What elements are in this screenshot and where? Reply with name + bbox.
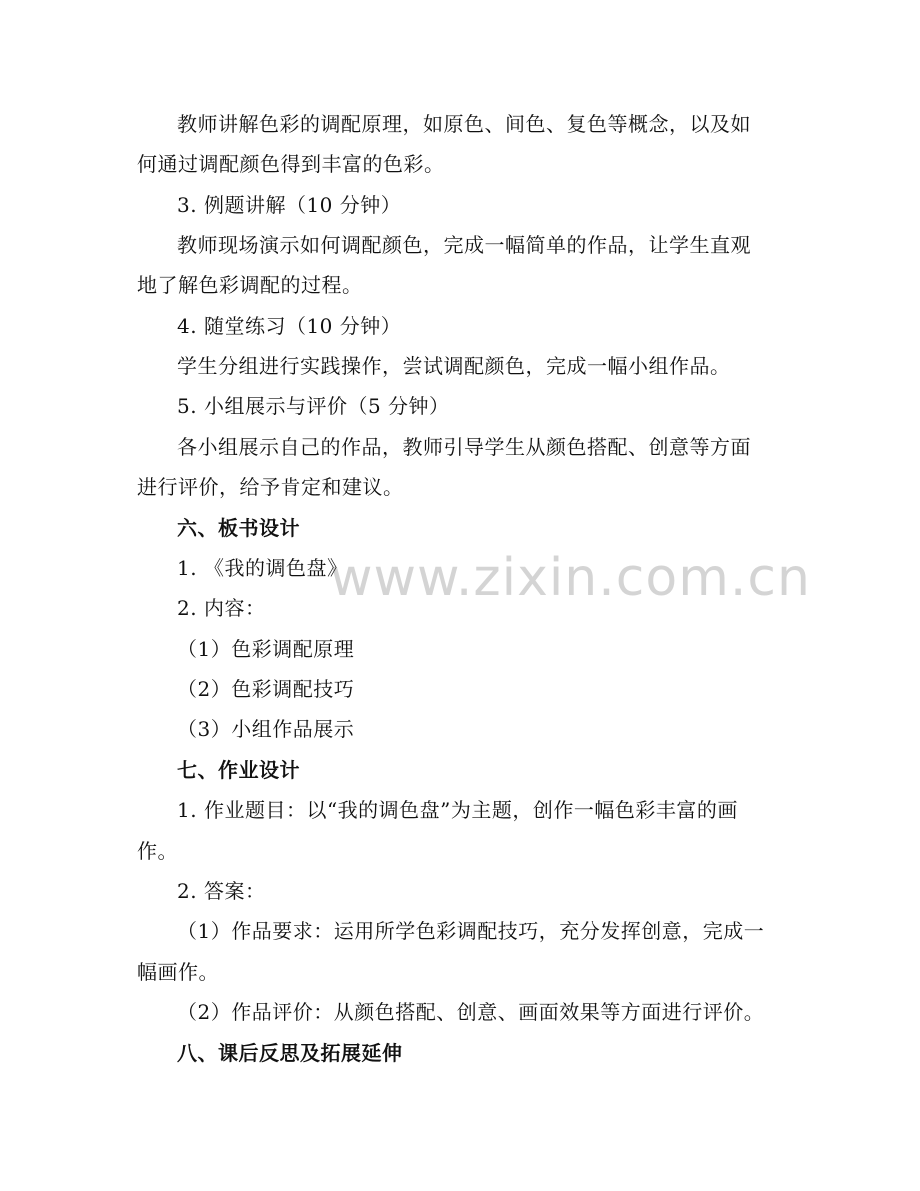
- paragraph-line: 进行评价，给予肯定和建议。: [137, 475, 404, 499]
- section-item-heading: 4. 随堂练习（10 分钟）: [177, 314, 402, 338]
- paragraph-line: 1. 作业题目：以“我的调色盘”为主题，创作一幅色彩丰富的画: [177, 798, 738, 822]
- paragraph-line: （2）作品评价：从颜色搭配、创意、画面效果等方面进行评价。: [177, 1000, 765, 1024]
- list-item: （2）色彩调配技巧: [177, 677, 355, 701]
- list-item: （3）小组作品展示: [177, 717, 355, 741]
- section-heading: 七、作业设计: [177, 758, 300, 782]
- section-item-heading: 5. 小组展示与评价（5 分钟）: [177, 394, 450, 418]
- paragraph-line: （1）作品要求：运用所学色彩调配技巧，充分发挥创意，完成一: [177, 919, 765, 943]
- list-item: （1）色彩调配原理: [177, 637, 355, 661]
- paragraph-line: 各小组展示自己的作品，教师引导学生从颜色搭配、创意等方面: [177, 435, 751, 459]
- section-heading: 八、课后反思及拓展延伸: [177, 1041, 403, 1065]
- paragraph-line: 教师现场演示如何调配颜色，完成一幅简单的作品，让学生直观: [177, 233, 751, 257]
- list-item: 1. 《我的调色盘》: [177, 556, 348, 580]
- paragraph-line: 作。: [137, 839, 178, 863]
- paragraph-line: 教师讲解色彩的调配原理，如原色、间色、复色等概念，以及如: [177, 112, 751, 136]
- paragraph-line: 幅画作。: [137, 960, 219, 984]
- watermark-text: www.zixin.com.cn: [330, 548, 811, 608]
- paragraph-line: 学生分组进行实践操作，尝试调配颜色，完成一幅小组作品。: [177, 354, 731, 378]
- list-item: 2. 内容：: [177, 596, 266, 620]
- paragraph-line: 地了解色彩调配的过程。: [137, 273, 363, 297]
- paragraph-line: 何通过调配颜色得到丰富的色彩。: [137, 152, 445, 176]
- list-item: 2. 答案：: [177, 879, 266, 903]
- section-heading: 六、板书设计: [177, 516, 300, 540]
- section-item-heading: 3. 例题讲解（10 分钟）: [177, 193, 402, 217]
